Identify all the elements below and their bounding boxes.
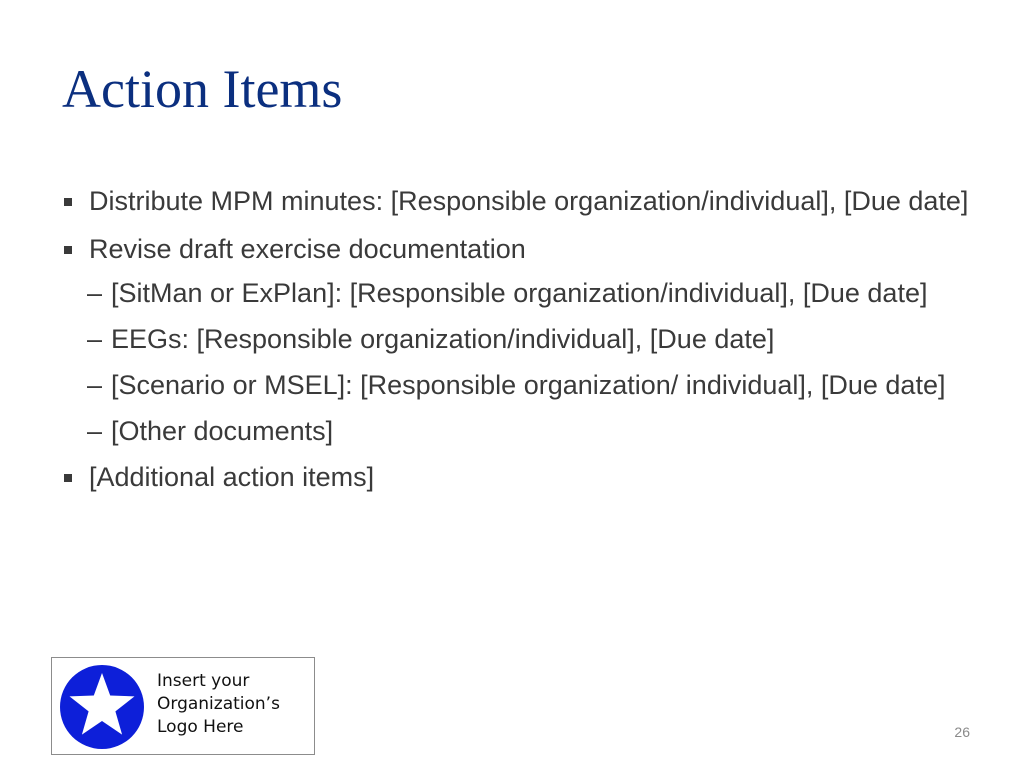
sub-item-text: [SitMan or ExPlan]: [Responsible organization/individual], [Due date] — [111, 278, 928, 308]
dash-marker: – — [87, 370, 103, 400]
bullet-text: Distribute MPM minutes: [Responsible organization/individual], [Due date] — [89, 186, 969, 216]
page-number: 26 — [954, 724, 970, 740]
sub-item — [87, 368, 1002, 402]
sub-item — [87, 276, 1002, 310]
bullet-text: Revise draft exercise documentation — [89, 234, 526, 264]
sub-item — [87, 322, 1002, 356]
action-items-list — [62, 184, 1002, 508]
sub-item-text: EEGs: [Responsible organization/individual], [Due date] — [111, 324, 775, 354]
square-bullet-icon — [62, 460, 89, 494]
dash-marker: – — [87, 278, 103, 308]
sub-item — [87, 414, 1002, 448]
bullet-item — [62, 460, 1002, 494]
dash-marker: – — [87, 416, 103, 446]
sub-item-text: [Other documents] — [111, 416, 334, 446]
bullet-item — [62, 184, 1002, 218]
logo-placeholder-text: Insert your Organization’s Logo Here — [157, 671, 280, 737]
slide-title: Action Items — [62, 59, 343, 119]
bullet-text: [Additional action items] — [89, 462, 375, 492]
logo-placeholder — [51, 657, 315, 755]
star-icon — [60, 665, 144, 749]
star-in-circle-icon — [60, 665, 144, 749]
bullet-item — [62, 232, 1002, 266]
sub-item-text: [Scenario or MSEL]: [Responsible organization/ individual], [Due date] — [111, 370, 946, 400]
dash-marker: – — [87, 324, 103, 354]
square-bullet-icon — [62, 232, 89, 266]
square-bullet-icon — [62, 184, 89, 218]
